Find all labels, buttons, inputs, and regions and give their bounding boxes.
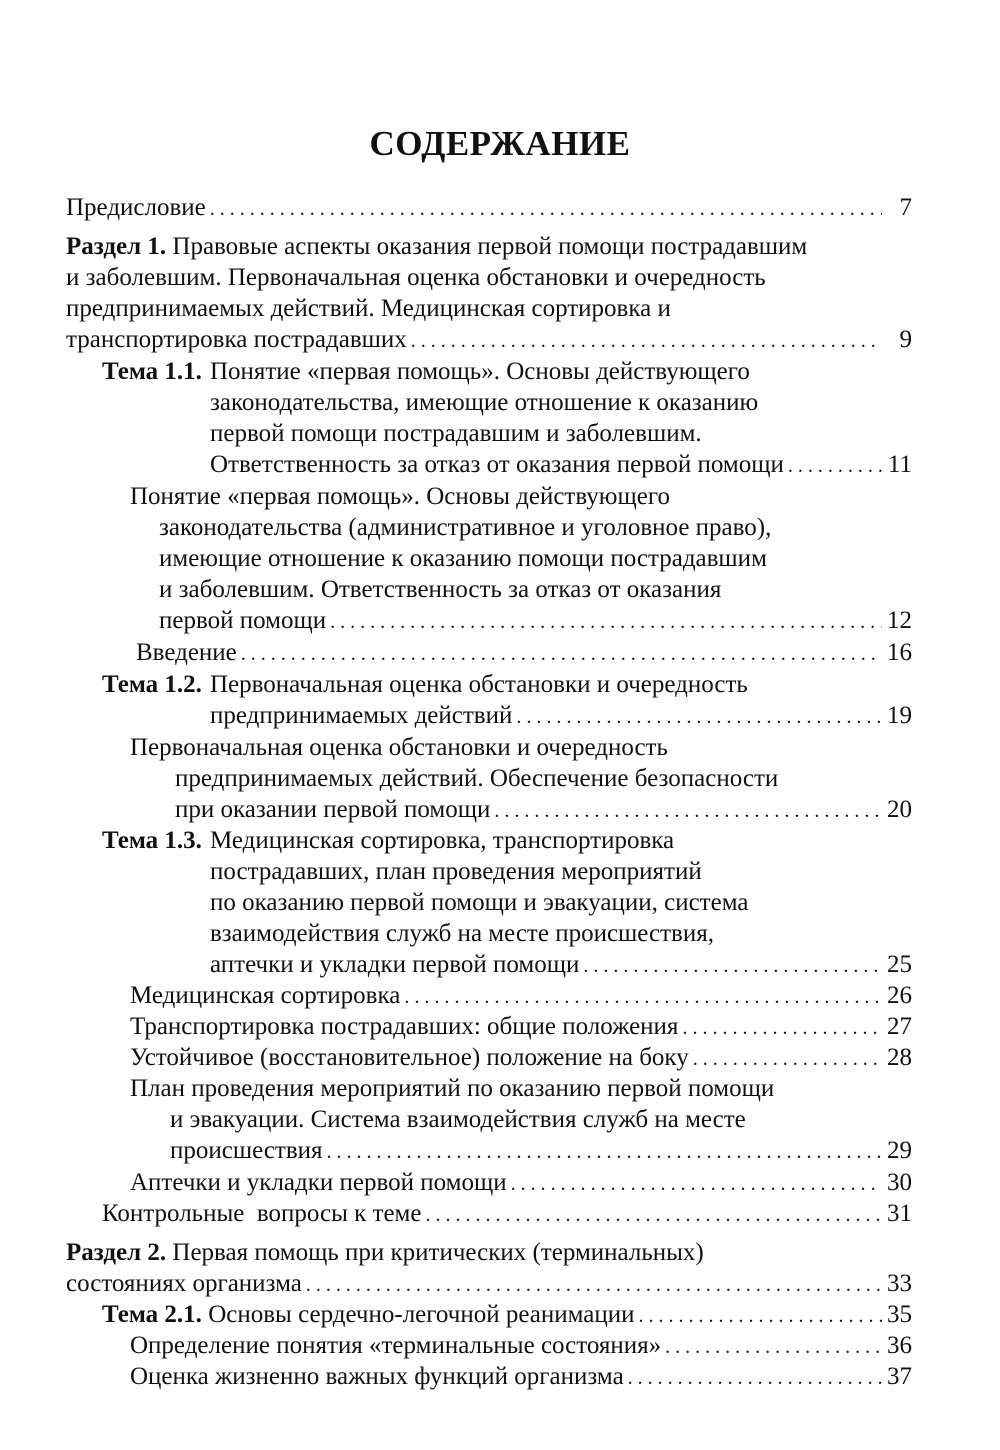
toc-text: Первоначальная оценка обстановки и очередность: [130, 734, 668, 761]
dot-leader: [306, 1268, 882, 1301]
toc-line: [130, 1167, 912, 1198]
hanging-entry: [102, 669, 912, 700]
toc-line: [66, 324, 912, 355]
toc-line: [210, 669, 912, 700]
toc-line: [130, 1073, 912, 1104]
toc-line: [102, 1299, 912, 1330]
page-number: 29: [887, 1137, 912, 1164]
toc-line: [130, 1330, 912, 1361]
page-number: 37: [887, 1363, 912, 1390]
toc-text: и заболевшим. Ответственность за отказ от оказания: [159, 576, 722, 603]
dot-leader: [411, 324, 882, 357]
toc-text: транспортировка пострадавших: [66, 326, 407, 353]
hanging-entry: [102, 825, 912, 856]
toc-line: [159, 574, 912, 605]
toc-line: [210, 700, 912, 731]
toc-text: Ответственность за отказ от оказания первой помощи: [210, 451, 784, 478]
toc-line: [170, 1135, 912, 1166]
toc-text: Контрольные вопросы к теме: [102, 1200, 422, 1227]
toc-line: [170, 1104, 912, 1135]
page-number: 35: [887, 1301, 912, 1328]
entry-label: Тема 2.1.: [102, 1301, 202, 1328]
toc-text: Медицинская сортировка, транспортировка: [209, 827, 675, 854]
toc-entry-subtopic[interactable]: [130, 732, 912, 825]
page-number: 19: [887, 702, 912, 729]
dot-leader: [511, 1167, 882, 1200]
page-number: 16: [887, 639, 912, 666]
toc-line: [210, 949, 912, 980]
toc-text: Медицинская сортировка: [130, 982, 401, 1009]
toc-text: при оказании первой помощи: [175, 796, 491, 823]
dot-leader: [583, 949, 882, 982]
toc-text: предпринимаемых действий. Обеспечение безопасности: [175, 765, 779, 792]
toc-line: [210, 887, 912, 918]
toc-text: пострадавших, план проведения мероприятий: [210, 858, 702, 885]
dot-leader: [788, 449, 882, 482]
toc-line: [130, 1042, 912, 1073]
toc-entry-subtopic[interactable]: [130, 1361, 912, 1392]
dot-leader: [330, 605, 882, 638]
toc-text: предпринимаемых действий. Медицинская сортировка и: [66, 295, 671, 322]
toc-entry-section-2[interactable]: [66, 1237, 912, 1299]
page-number: 25: [887, 951, 912, 978]
toc-entry-subtopic[interactable]: [130, 1042, 912, 1073]
page-number: 20: [887, 796, 912, 823]
toc-text: и эвакуации. Система взаимодействия служб на месте: [170, 1106, 746, 1133]
toc-text: Основы сердечно-легочной реанимации: [208, 1301, 635, 1328]
toc-line: [66, 1268, 912, 1299]
toc-line: [210, 825, 912, 856]
toc-text: и заболевшим. Первоначальная оценка обстановки и очередность: [66, 264, 766, 291]
toc-line: [66, 262, 912, 293]
hanging-entry: [102, 356, 912, 387]
toc-line: [210, 856, 912, 887]
toc-line: [66, 231, 912, 262]
page-title: СОДЕРЖАНИЕ: [369, 124, 631, 163]
toc-line: [210, 449, 912, 480]
page-number: 36: [887, 1332, 912, 1359]
toc-entry-subtopic[interactable]: [130, 980, 912, 1011]
toc-entry-subtopic[interactable]: [130, 1330, 912, 1361]
toc-text: состояниях организма: [66, 1270, 302, 1297]
toc-entry-section-1[interactable]: [66, 231, 912, 355]
entry-label: Тема 1.2.: [102, 671, 202, 698]
toc-line: [130, 980, 912, 1011]
toc-text: Понятие «первая помощь». Основы действующего: [209, 358, 750, 385]
toc-text: Аптечки и укладки первой помощи: [130, 1169, 507, 1196]
page-number: 30: [887, 1169, 912, 1196]
toc-entry-preface[interactable]: [66, 192, 912, 223]
toc-line: [175, 763, 912, 794]
entry-label: Раздел 2.: [66, 1239, 167, 1266]
toc-text: по оказанию первой помощи и эвакуации, система: [210, 889, 749, 916]
dot-leader: [404, 980, 882, 1013]
toc-line: [159, 512, 912, 543]
toc-entry-subtopic[interactable]: [130, 1011, 912, 1042]
toc-line: [102, 1198, 912, 1229]
toc-entry-topic-1-1[interactable]: [102, 356, 912, 480]
dot-leader: [425, 1198, 882, 1231]
toc-text: взаимодействия служб на месте происшествия,: [210, 920, 714, 947]
page-number: 28: [887, 1044, 912, 1071]
page-number: 11: [887, 451, 912, 478]
toc-text: аптечки и укладки первой помощи: [210, 951, 580, 978]
toc-line: [66, 1237, 912, 1268]
toc-line: [136, 637, 912, 668]
dot-leader: [210, 192, 882, 225]
toc-text: План проведения мероприятий по оказанию первой помощи: [130, 1075, 775, 1102]
toc-text: Определение понятия «терминальные состояния»: [130, 1332, 662, 1359]
toc-text: Транспортировка пострадавших: общие положения: [130, 1013, 679, 1040]
toc-line: [130, 732, 912, 763]
toc-text: Первоначальная оценка обстановки и очередность: [209, 671, 748, 698]
toc-entry-topic-1-2[interactable]: [102, 669, 912, 731]
dot-leader: [682, 1011, 882, 1044]
page-number: 26: [887, 982, 912, 1009]
entry-label: Тема 1.1.: [102, 358, 202, 385]
toc-text: происшествия: [170, 1137, 323, 1164]
toc-line: [66, 192, 912, 223]
dot-leader: [516, 700, 882, 733]
dot-leader: [693, 1042, 882, 1075]
toc-line: [210, 356, 912, 387]
toc-text: Оценка жизненно важных функций организма: [130, 1363, 624, 1390]
toc-text: первой помощи: [159, 607, 327, 634]
page-number: 27: [887, 1013, 912, 1040]
toc-entry-subtopic[interactable]: [130, 1167, 912, 1198]
toc-line: [210, 418, 912, 449]
toc-line: [159, 605, 912, 636]
page-number: 7: [899, 194, 912, 221]
toc-line: [130, 1361, 912, 1392]
dot-leader: [241, 637, 882, 670]
toc-entry-subtopic[interactable]: [130, 1073, 912, 1166]
entry-label: Тема 1.3.: [102, 827, 202, 854]
toc-line: [210, 918, 912, 949]
toc-entry-introduction[interactable]: [136, 637, 912, 668]
toc-text: имеющие отношение к оказанию помощи пострадавшим: [159, 545, 767, 572]
toc-text: первой помощи пострадавшим и заболевшим.: [210, 420, 702, 447]
toc-line: [130, 1011, 912, 1042]
toc-text: законодательства (административное и уголовное право),: [159, 514, 772, 541]
toc-line: [66, 293, 912, 324]
toc-text: предпринимаемых действий: [210, 702, 513, 729]
toc-line: [210, 387, 912, 418]
dot-leader: [494, 794, 882, 827]
dot-leader: [327, 1135, 882, 1168]
toc-entry-subtopic[interactable]: [130, 481, 912, 636]
dot-leader: [628, 1361, 882, 1394]
toc-text: Устойчивое (восстановительное) положение на боку: [130, 1044, 689, 1071]
page-number: 31: [887, 1200, 912, 1227]
toc-text: законодательства, имеющие отношение к оказанию: [210, 389, 759, 416]
entry-label: Раздел 1.: [66, 233, 167, 260]
toc-text: Понятие «первая помощь». Основы действующего: [130, 483, 670, 510]
page-number: 33: [887, 1270, 912, 1297]
toc-line: [130, 481, 912, 512]
page-number: 12: [887, 607, 912, 634]
toc-entry-topic-1-3[interactable]: [102, 825, 912, 980]
dot-leader: [665, 1330, 882, 1363]
toc-entry-review-questions[interactable]: [102, 1198, 912, 1229]
page-number: 9: [899, 326, 912, 353]
toc-text: Введение: [136, 639, 237, 666]
toc-text: Правовые аспекты оказания первой помощи пострадавшим: [172, 233, 808, 260]
toc-text: Первая помощь при критических (терминальных): [172, 1239, 704, 1266]
toc-text: Предисловие: [66, 194, 206, 221]
dot-leader: [638, 1299, 882, 1332]
toc-line: [175, 794, 912, 825]
toc-entry-topic-2-1[interactable]: [102, 1299, 912, 1330]
toc-line: [159, 543, 912, 574]
